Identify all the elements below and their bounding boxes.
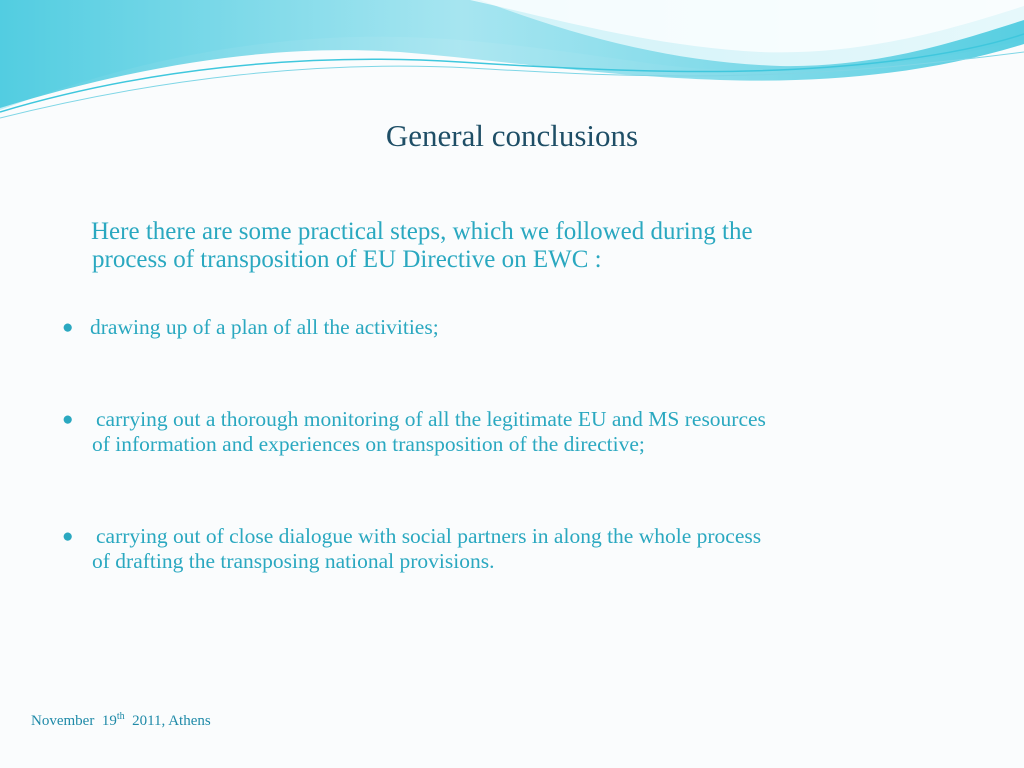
bullet-text-line-2: of information and experiences on transposition of the directive; (92, 432, 645, 456)
footer-year-place: 2011, Athens (132, 713, 211, 729)
footer-day: 19 (101, 713, 117, 729)
footer-day-suffix: th (116, 711, 125, 722)
footer-month: November (31, 713, 95, 729)
intro-line-1: Here there are some practical steps, which we followed during the (91, 218, 753, 245)
decorative-wave-header (0, 0, 1024, 130)
bullet-item (62, 407, 962, 461)
slide-title: General conclusions (385, 118, 639, 153)
bullet-dot-icon: ● (62, 526, 74, 547)
intro-paragraph (91, 218, 951, 274)
bullet-text-line-2: of drafting the transposing national provisions. (92, 549, 495, 573)
bullet-text-line-1: carrying out of close dialogue with social partners in along the whole process (96, 524, 762, 548)
footer-date-location (31, 711, 211, 730)
intro-line-2: process of transposition of EU Directive on EWC : (92, 246, 602, 273)
bullet-text-line-1: drawing up of a plan of all the activities; (90, 315, 439, 339)
bullet-dot-icon: ● (62, 317, 74, 338)
bullet-text-line-1: carrying out a thorough monitoring of all the legitimate EU and MS resources (96, 407, 766, 431)
bullet-item (62, 524, 962, 578)
bullet-item (62, 315, 962, 345)
bullet-dot-icon: ● (62, 409, 74, 430)
